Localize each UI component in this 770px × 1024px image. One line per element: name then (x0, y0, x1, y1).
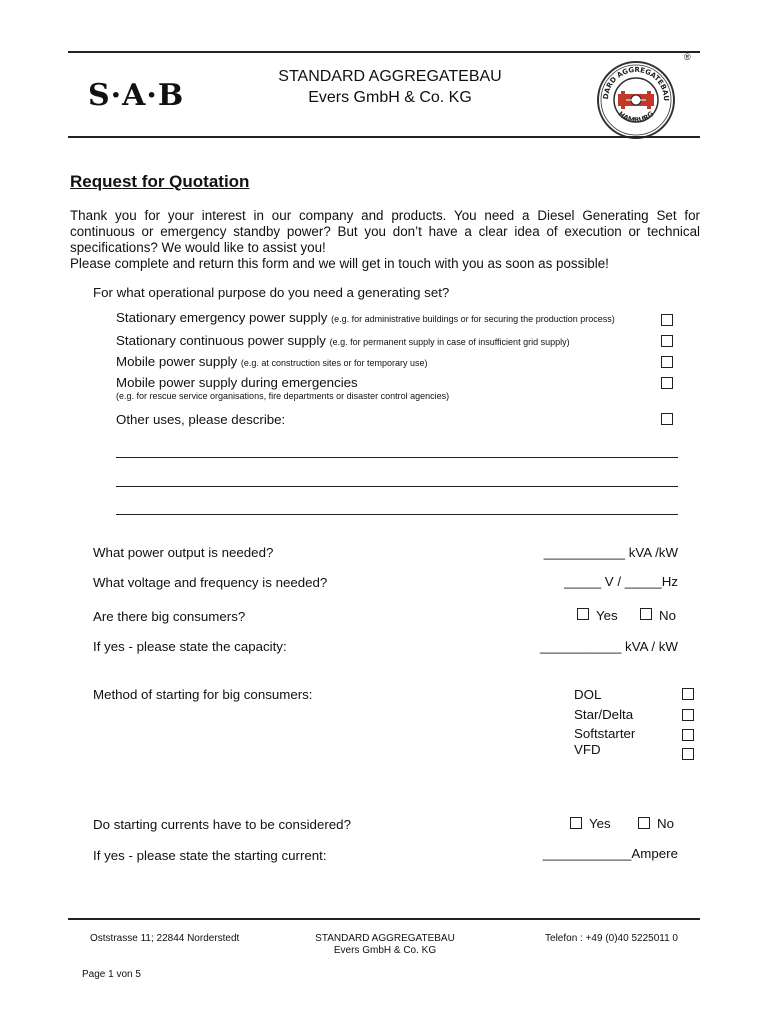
intro-instruction: Please complete and return this form and we will get in touch with you as soon as possible! (70, 256, 609, 271)
method-option-star-delta: Star/Delta (574, 707, 634, 722)
seal-bottom-text: HAMBURG (616, 109, 656, 125)
intro-text (70, 208, 700, 272)
option-note: (e.g. for permanent supply in case of insufficient grid supply) (329, 337, 570, 347)
continuous-power-checkbox[interactable] (661, 335, 673, 347)
seal-top-text: DARD AGGREGATEBAU (601, 65, 671, 102)
starting-current-field[interactable]: ____________Ampere (542, 846, 678, 861)
voltage-frequency-question: What voltage and frequency is needed? (93, 575, 328, 590)
header-bottom-rule (68, 136, 700, 138)
big-consumers-no-label: No (659, 608, 676, 623)
voltage-frequency-field[interactable]: _____ V / _____Hz (564, 574, 678, 589)
mobile-power-checkbox[interactable] (661, 356, 673, 368)
starting-currents-no-label: No (657, 816, 674, 831)
header-company-name: STANDARD AGGREGATEBAU (278, 68, 502, 85)
method-option-softstarter: Softstarter (574, 726, 636, 741)
intro-paragraph: Thank you for your interest in our company and products. You need a Diesel Generating Set for continuous or emergency standby power? But you don’t have a clear idea of execution or technical specifications? We would like to assist you! (70, 208, 700, 255)
starting-currents-yes-checkbox[interactable] (570, 817, 582, 829)
method-option-dol: DOL (574, 687, 602, 702)
purpose-option-other: Other uses, please describe: (116, 412, 286, 427)
footer-company-legal: Evers GmbH & Co. KG (333, 945, 437, 956)
header-top-rule (68, 51, 700, 53)
big-consumers-question: Are there big consumers? (93, 609, 246, 624)
method-dol-checkbox[interactable] (682, 688, 694, 700)
method-option-vfd: VFD (574, 742, 601, 757)
header-company-legal: Evers GmbH & Co. KG (308, 89, 472, 106)
mobile-emergency-checkbox[interactable] (661, 377, 673, 389)
capacity-field[interactable]: ___________ kVA / kW (540, 639, 678, 654)
power-output-question: What power output is needed? (93, 545, 274, 560)
other-uses-line-2[interactable] (116, 486, 678, 487)
footer-rule (68, 918, 700, 920)
method-star-delta-checkbox[interactable] (682, 709, 694, 721)
option-note: (e.g. for administrative buildings or for securing the production process) (331, 314, 615, 324)
option-label: Stationary continuous power supply (116, 333, 326, 348)
other-uses-line-1[interactable] (116, 457, 678, 458)
starting-currents-yes-label: Yes (589, 816, 611, 831)
purpose-option-continuous (116, 333, 570, 348)
method-vfd-checkbox[interactable] (682, 748, 694, 760)
page-number: Page 1 von 5 (82, 969, 141, 980)
purpose-option-mobile (116, 354, 428, 369)
option-note: (e.g. at construction sites or for temporary use) (240, 358, 428, 368)
purpose-option-emergency (116, 310, 615, 325)
emergency-power-checkbox[interactable] (661, 314, 673, 326)
option-label: Mobile power supply (116, 354, 238, 369)
registered-mark: ® (684, 52, 691, 62)
page-title: Request for Quotation (70, 172, 250, 191)
purpose-option-mobile-emergency-label: Mobile power supply during emergencies (116, 375, 358, 390)
starting-currents-question: Do starting currents have to be considered? (93, 817, 351, 832)
footer-company-name: STANDARD AGGREGATEBAU (315, 933, 455, 944)
power-output-field[interactable]: ___________ kVA /kW (543, 545, 678, 560)
option-label: Stationary emergency power supply (116, 310, 328, 325)
purpose-question: For what operational purpose do you need a generating set? (93, 285, 450, 300)
company-seal-icon (596, 60, 676, 140)
big-consumers-no-checkbox[interactable] (640, 608, 652, 620)
svg-text:HAMBURG (617, 110, 656, 125)
other-uses-line-3[interactable] (116, 514, 678, 515)
footer-address: Oststrasse 11; 22844 Norderstedt (90, 933, 240, 944)
method-softstarter-checkbox[interactable] (682, 729, 694, 741)
starting-currents-no-checkbox[interactable] (638, 817, 650, 829)
other-uses-checkbox[interactable] (661, 413, 673, 425)
starting-current-question: If yes - please state the starting current: (93, 848, 327, 863)
big-consumers-yes-checkbox[interactable] (577, 608, 589, 620)
big-consumers-yes-label: Yes (596, 608, 618, 623)
footer-phone: Telefon : +49 (0)40 5225011 0 (545, 933, 678, 944)
capacity-question: If yes - please state the capacity: (93, 639, 287, 654)
sab-logo: S·A·B (88, 78, 185, 113)
purpose-option-mobile-emergency-note: (e.g. for rescue service organisations, fire departments or disaster control agencies) (116, 391, 450, 401)
starting-method-question: Method of starting for big consumers: (93, 687, 313, 702)
